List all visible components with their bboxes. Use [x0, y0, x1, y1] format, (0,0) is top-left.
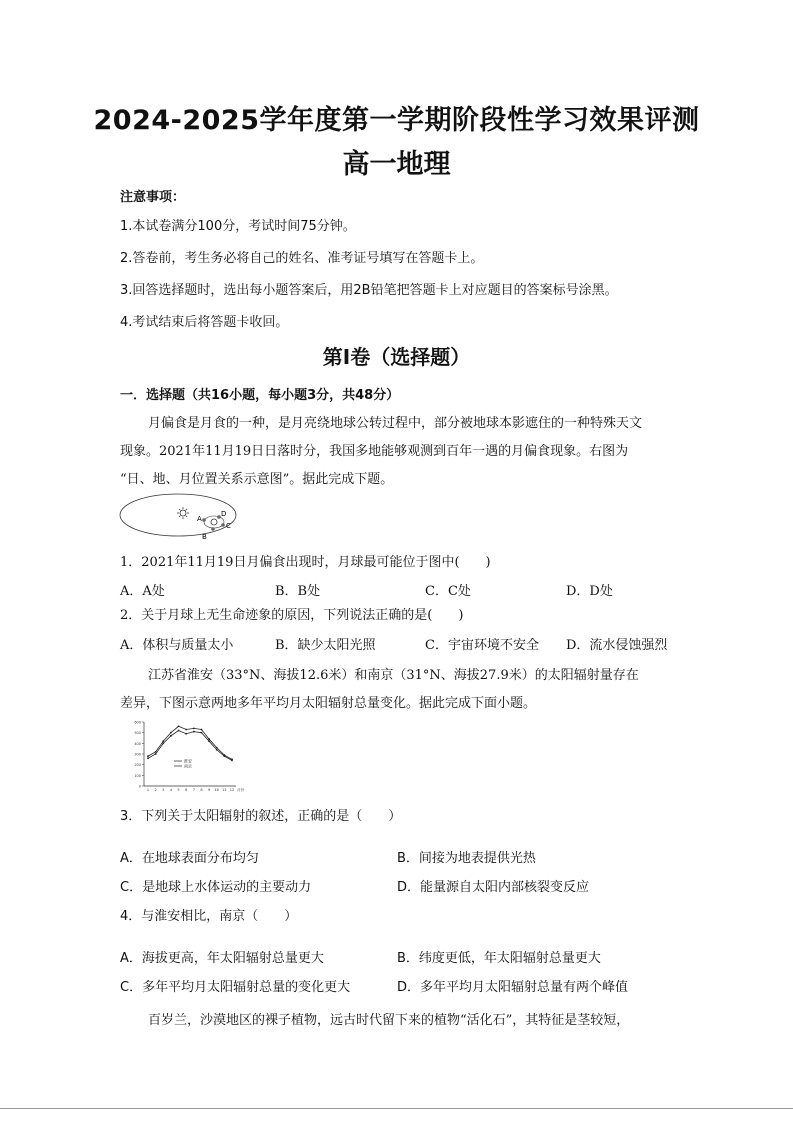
data-point [185, 729, 187, 731]
data-point [201, 729, 203, 731]
data-point [208, 740, 210, 742]
sun-icon [177, 507, 189, 519]
data-point [178, 730, 180, 732]
series-line-1 [148, 726, 232, 759]
moon-position-c [221, 523, 225, 527]
q2-option-d[interactable]: D．流水侵蚀强烈 [566, 638, 668, 653]
solar-radiation-chart [118, 718, 248, 794]
label-c: C [226, 522, 231, 530]
question-3-stem: 3．下列关于太阳辐射的叙述，正确的是（ ） [120, 809, 402, 824]
data-point [178, 725, 180, 727]
x-tick-label: 6 [185, 788, 188, 792]
q1-option-a[interactable]: A．A处 [120, 584, 165, 599]
part-heading: 一．选择题（共16小题，每小题3分，共48分） [120, 388, 400, 403]
passage-line: 月偏食是月食的一种，是月亮绕地球公转过程中，部分被地球本影遮住的一种特殊天文 [148, 416, 643, 431]
passage-line: 江苏省淮安（33°N、海拔12.6米）和南京（31°N、海拔27.9米）的太阳辐射量存在 [148, 668, 639, 683]
passage-line: 现象。2021年11月19日日落时分，我国多地能够观测到百年一遇的月偏食现象。右图为 [120, 444, 629, 459]
data-point [147, 757, 149, 759]
earth-icon [211, 519, 217, 525]
data-point [170, 732, 172, 734]
notes-heading: 注意事项： [120, 190, 186, 205]
subject-title: 高一地理 [342, 149, 451, 180]
data-point [193, 728, 195, 730]
x-tick-label: 8 [200, 788, 203, 792]
moon-position-b [211, 527, 215, 531]
note-item: 4.考试结束后将答题卡收回。 [120, 315, 289, 330]
passage-line: “日、地、月位置关系示意图”。据此完成下题。 [120, 472, 394, 487]
passage-line: 百岁兰，沙漠地区的裸子植物，远古时代留下来的植物“活化石”，其特征是茎较短， [148, 1013, 630, 1028]
moon-position-a [202, 518, 206, 522]
x-tick-label: 7 [192, 788, 195, 792]
note-item: 1.本试卷满分100分，考试时间75分钟。 [120, 219, 356, 234]
legend-label: 淮安 [184, 758, 192, 764]
q2-option-c[interactable]: C．宇宙环境不安全 [425, 638, 539, 653]
x-tick-label: 1 [146, 788, 150, 792]
legend-label: 南京 [184, 763, 192, 769]
data-point [216, 747, 218, 749]
y-tick-label: 300 [134, 752, 141, 757]
data-point [155, 753, 157, 755]
q4-option-b[interactable]: B．纬度更低，年太阳辐射总量更大 [397, 951, 601, 966]
q3-option-d[interactable]: D．能量源自太阳内部核裂变反应 [397, 880, 590, 895]
data-point [170, 735, 172, 737]
y-tick-label: 500 [134, 731, 141, 736]
x-tick-label: 4 [169, 788, 173, 792]
y-tick-label: 400 [134, 741, 141, 746]
data-point [224, 755, 226, 757]
passage-line: 差异，下图示意两地多年平均月太阳辐射总量变化。据此完成下面小题。 [120, 696, 537, 711]
y-tick-label: 200 [134, 763, 141, 768]
data-point [162, 740, 164, 742]
data-point [193, 731, 195, 733]
data-point [208, 738, 210, 740]
q4-option-a[interactable]: A．海拔更高，年太阳辐射总量更大 [120, 951, 324, 966]
data-point [216, 749, 218, 751]
q4-option-d[interactable]: D．多年平均月太阳辐射总量有两个峰值 [397, 980, 629, 995]
data-point [147, 755, 149, 757]
question-1-stem: 1．2021年11月19日月偏食出现时，月球最可能位于图中( ) [120, 555, 491, 570]
label-a: A [197, 515, 202, 523]
q2-option-a[interactable]: A．体积与质量太小 [120, 638, 234, 653]
y-tick-label: 100 [134, 773, 141, 778]
y-tick-label: 600 [134, 720, 141, 725]
page-bottom-divider [0, 1108, 793, 1109]
q3-option-c[interactable]: C．是地球上水体运动的主要动力 [120, 880, 312, 895]
q4-option-c[interactable]: C．多年平均月太阳辐射总量的变化更大 [120, 980, 351, 995]
x-tick-label: 12 [229, 788, 235, 792]
data-point [231, 760, 233, 762]
sun-earth-moon-diagram [118, 490, 248, 542]
x-tick-label: 9 [207, 788, 211, 792]
data-point [162, 743, 164, 745]
q3-option-a[interactable]: A．在地球表面分布均匀 [120, 851, 259, 866]
x-tick-label: 3 [162, 788, 165, 792]
earth-orbit [120, 494, 236, 536]
y-tick-label: 0 [138, 784, 141, 789]
note-item: 3.回答选择题时，选出每小题答案后，用2B铅笔把答题卡上对应题目的答案标号涂黑。 [120, 283, 618, 298]
data-point [185, 733, 187, 735]
exam-title: 2024-2025学年度第一学期阶段性学习效果评测 [93, 105, 700, 136]
label-d: D [221, 510, 227, 518]
data-point [201, 732, 203, 734]
x-tick-label: 2 [154, 788, 157, 792]
section-title: 第Ⅰ卷（选择题） [322, 345, 471, 369]
question-4-stem: 4．与淮安相比，南京（ ） [120, 909, 298, 924]
x-tick-label: 5 [177, 788, 180, 792]
question-2-stem: 2．关于月球上无生命迹象的原因，下列说法正确的是( ) [120, 608, 464, 623]
label-b: B [202, 533, 207, 541]
q3-option-b[interactable]: B．间接为地表提供光热 [397, 851, 536, 866]
q1-option-b[interactable]: B．B处 [275, 584, 321, 599]
q1-option-d[interactable]: D．D处 [566, 584, 613, 599]
x-tick-label: 10 [214, 788, 219, 792]
x-axis-label: 月份 [237, 788, 244, 792]
x-tick-label: 11 [222, 788, 227, 792]
note-item: 2.答卷前，考生务必将自己的姓名、准考证号填写在答题卡上。 [120, 251, 484, 266]
q2-option-b[interactable]: B．缺少太阳光照 [275, 638, 376, 653]
q1-option-c[interactable]: C．C处 [425, 584, 471, 599]
